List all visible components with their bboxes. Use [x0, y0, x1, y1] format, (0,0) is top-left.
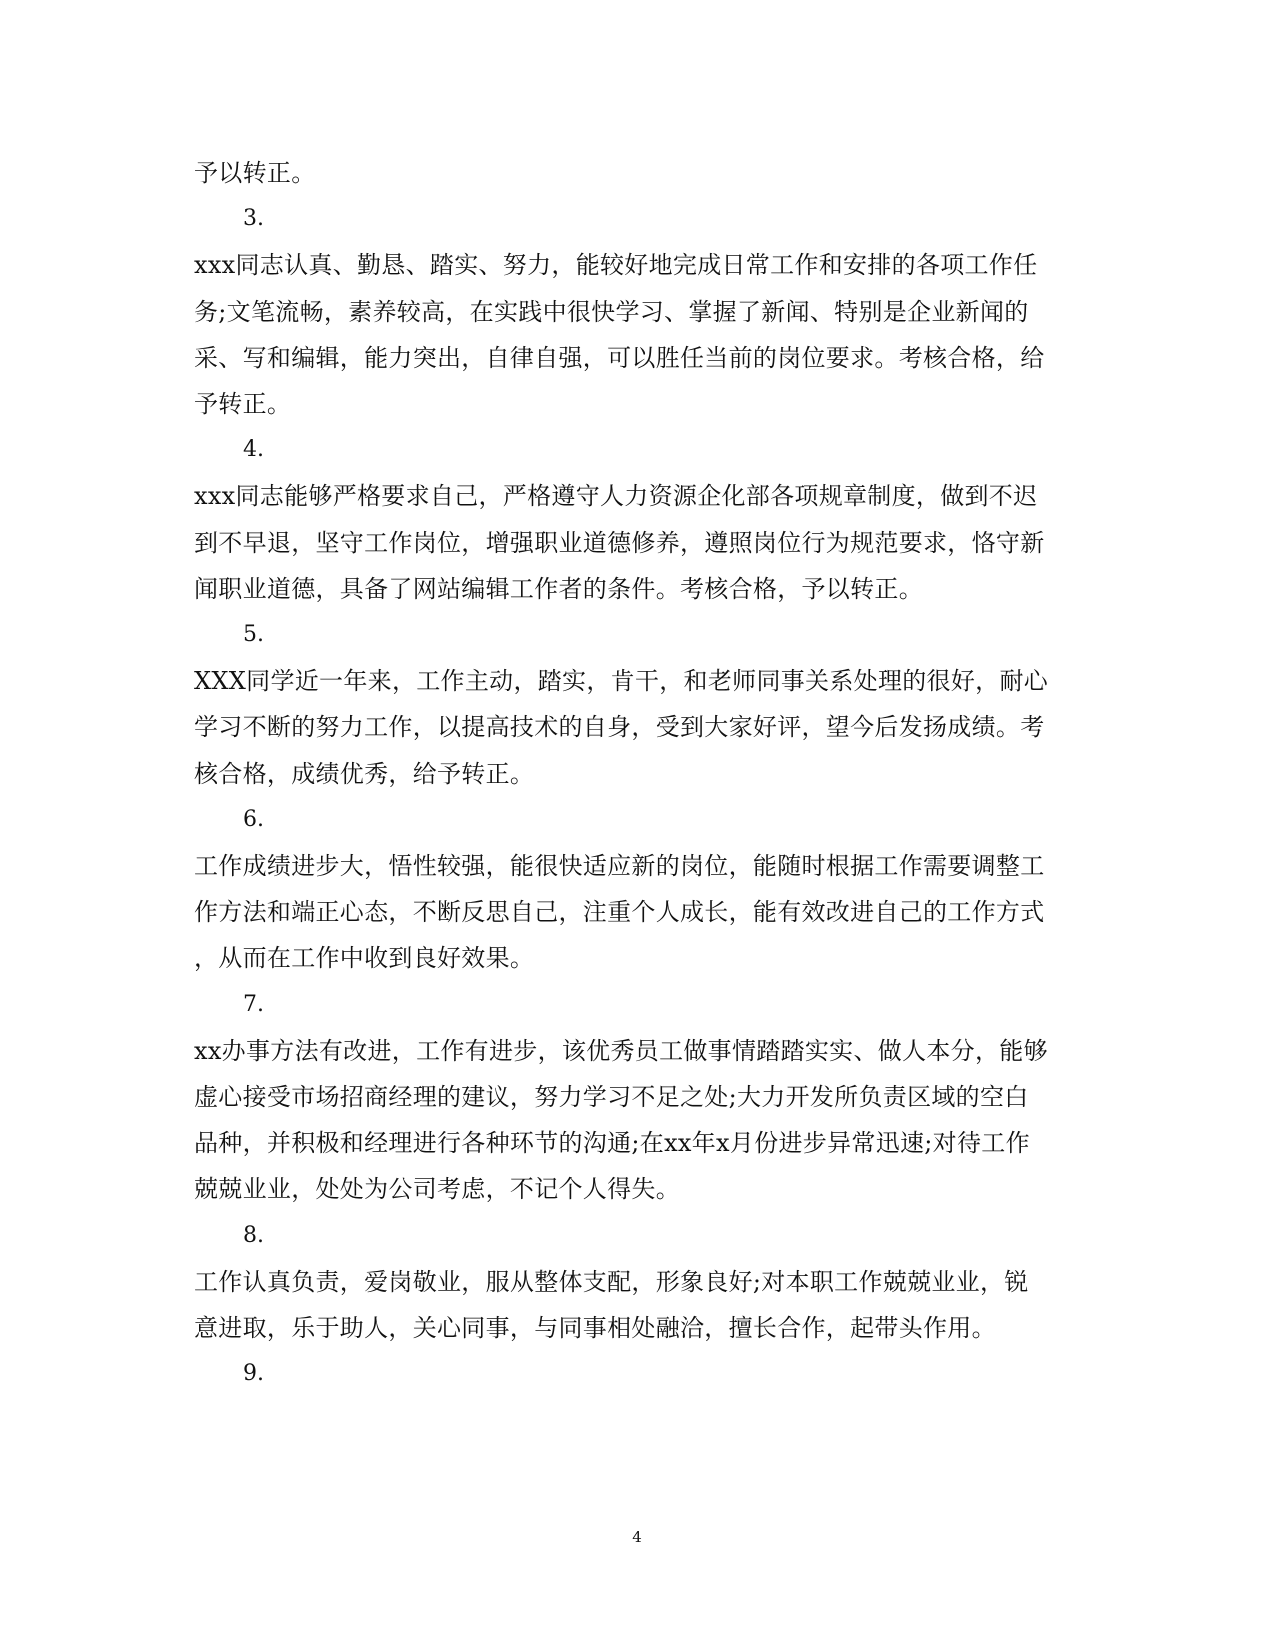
paragraph-line: 虚心接受市场招商经理的建议，努力学习不足之处;大力开发所负责区域的空白 — [194, 1083, 1029, 1111]
item-number: 4. — [243, 437, 264, 462]
paragraph-line: 核合格，成绩优秀，给予转正。 — [194, 760, 535, 788]
paragraph-line: 予转正。 — [194, 390, 292, 418]
paragraph-line: xx办事方法有改进，工作有进步，该优秀员工做事情踏踏实实、做人本分，能够 — [194, 1037, 1048, 1065]
paragraph-line: xxx同志认真、勤恳、踏实、努力，能较好地完成日常工作和安排的各项工作任 — [194, 251, 1038, 279]
paragraph-line: 闻职业道德，具备了网站编辑工作者的条件。考核合格，予以转正。 — [194, 575, 923, 603]
paragraph-line: 工作认真负责，爱岗敬业，服从整体支配，形象良好;对本职工作兢兢业业，锐 — [194, 1268, 1029, 1296]
paragraph-line: 务;文笔流畅，素养较高，在实践中很快学习、掌握了新闻、特别是企业新闻的 — [194, 298, 1029, 326]
paragraph-line: 学习不断的努力工作，以提高技术的自身，受到大家好评，望今后发扬成绩。考 — [194, 713, 1045, 741]
page-number: 4 — [632, 1528, 642, 1546]
item-number: 8. — [243, 1223, 264, 1248]
item-number: 9. — [243, 1361, 264, 1386]
item-number: 6. — [243, 807, 264, 832]
paragraph-line: ，从而在工作中收到良好效果。 — [194, 944, 535, 972]
paragraph-line: 工作成绩进步大，悟性较强，能很快适应新的岗位，能随时根据工作需要调整工 — [194, 852, 1045, 880]
paragraph-line: 予以转正。 — [194, 159, 316, 187]
paragraph-line: 作方法和端正心态，不断反思自己，注重个人成长，能有效改进自己的工作方式 — [194, 898, 1045, 926]
paragraph-line: 采、写和编辑，能力突出，自律自强，可以胜任当前的岗位要求。考核合格，给 — [194, 344, 1045, 372]
item-number: 3. — [243, 206, 264, 231]
item-number: 7. — [243, 992, 264, 1017]
paragraph-line: 品种，并积极和经理进行各种环节的沟通;在xx年x月份进步异常迅速;对待工作 — [194, 1129, 1030, 1157]
paragraph-line: 兢兢业业，处处为公司考虑，不记个人得失。 — [194, 1175, 680, 1203]
paragraph-line: 意进取，乐于助人，关心同事，与同事相处融洽，擅长合作，起带头作用。 — [194, 1314, 996, 1342]
paragraph-line: XXX同学近一年来，工作主动，踏实，肯干，和老师同事关系处理的很好，耐心 — [194, 667, 1049, 695]
paragraph-line: 到不早退，坚守工作岗位，增强职业道德修养，遵照岗位行为规范要求，恪守新 — [194, 529, 1045, 557]
paragraph-line: xxx同志能够严格要求自己，严格遵守人力资源企化部各项规章制度，做到不迟 — [194, 482, 1038, 510]
item-number: 5. — [243, 622, 264, 647]
